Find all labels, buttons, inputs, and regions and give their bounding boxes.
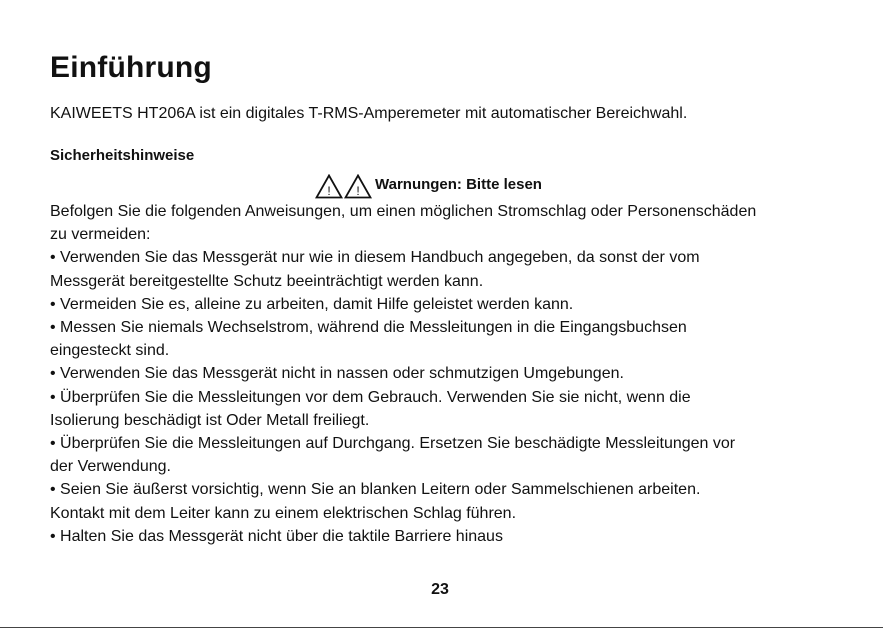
warning-icon-glyph: !	[356, 183, 360, 198]
safety-instructions	[50, 200, 850, 548]
manual-page	[50, 0, 850, 631]
body-line: • Verwenden Sie das Messgerät nur wie in diesem Handbuch angegeben, da sonst der vom	[50, 249, 700, 267]
body-line: • Halten Sie das Messgerät nicht über die taktile Barriere hinaus	[50, 527, 503, 545]
page-bottom-divider	[0, 627, 883, 628]
warning-icon-glyph: !	[327, 183, 331, 198]
body-line: • Überprüfen Sie die Messleitungen auf Durchgang. Ersetzen Sie beschädigte Messleitungen vor	[50, 435, 736, 453]
body-line: • Vermeiden Sie es, alleine zu arbeiten, damit Hilfe geleistet werden kann.	[50, 295, 574, 313]
body-line: Isolierung beschädigt ist Oder Metall freiliegt.	[50, 411, 370, 429]
warning-triangle-icon	[344, 174, 372, 199]
intro-paragraph: KAIWEETS HT206A ist ein digitales T-RMS-Amperemeter mit automatischer Bereichwahl.	[50, 105, 688, 122]
body-line: • Verwenden Sie das Messgerät nicht in nassen oder schmutzigen Umgebungen.	[50, 365, 624, 383]
page-title: Einführung	[50, 51, 212, 84]
body-line: • Überprüfen Sie die Messleitungen vor dem Gebrauch. Verwenden Sie sie nicht, wenn die	[50, 388, 691, 406]
page-number: 23	[431, 581, 449, 598]
warning-label: Warnungen: Bitte lesen	[375, 175, 542, 193]
body-line: der Verwendung.	[50, 458, 171, 476]
body-line: Kontakt mit dem Leiter kann zu einem elektrischen Schlag führen.	[50, 504, 517, 522]
body-line: zu vermeiden:	[50, 226, 151, 244]
warning-heading	[315, 173, 542, 199]
body-line: eingesteckt sind.	[50, 342, 170, 360]
safety-heading: Sicherheitshinweise	[50, 147, 195, 164]
body-line: • Seien Sie äußerst vorsichtig, wenn Sie an blanken Leitern oder Sammelschienen arbeiten.	[50, 481, 701, 499]
body-line: Befolgen Sie die folgenden Anweisungen, um einen möglichen Stromschlag oder Personenschäden	[50, 203, 757, 220]
body-line: Messgerät bereitgestellte Schutz beeinträchtigt werden kann.	[50, 272, 484, 290]
warning-triangle-icon	[315, 174, 343, 199]
body-line: • Messen Sie niemals Wechselstrom, während die Messleitungen in die Eingangsbuchsen	[50, 319, 687, 337]
